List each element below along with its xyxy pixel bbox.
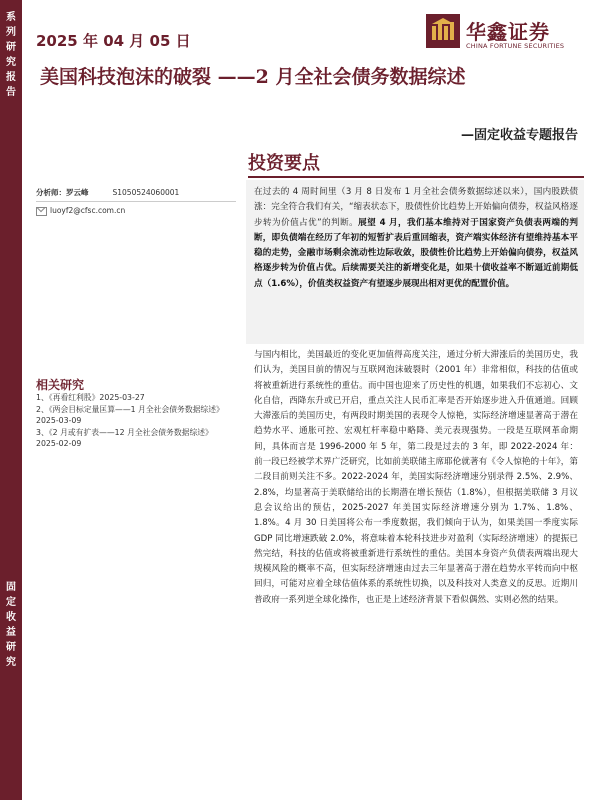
analyst-name: 罗云峰 [66,188,89,197]
related-research-heading: 相关研究 [36,378,85,392]
report-subtitle: —固定收益专题报告 [460,128,578,143]
related-item[interactable]: 3、《2 月或有扩表——12 月全社会债务数据综述》2025-02-09 [36,427,213,449]
related-item[interactable]: 2、《两会目标定量匡算——1 月全社会债务数据综述》2025-03-09 [36,404,220,426]
mail-icon [36,207,47,216]
analyst-email[interactable]: luoyf2@cfsc.com.cn [50,206,126,215]
section-heading: 投资要点 [248,153,320,174]
summary-paragraph [254,185,578,292]
summary-text: 在过去的 4 周时间里（3 月 8 日发布 1 月全社会债务数据综述以来），国内股跌债涨：完全符合我们有关，“缩表状态下，股债性价比趋势上开始偏向债券，权益风格逐步转为价值占优”的判断。 [254,187,578,228]
sidebar-category-label: 固 定 收 益 研 究 [6,582,16,668]
logo-english-name: CHINA FORTUNE SECURITIES [466,42,565,50]
sidebar-band [0,0,22,800]
company-logo [426,8,596,54]
report-title: 美国科技泡沫的破裂 ——2 月全社会债务数据综述 [40,66,466,88]
analyst-label: 分析师： [36,188,66,197]
summary-bold-text: 展望 4 月，我们基本维持对于国家资产负债表两端的判断，即负债端在经历了年初的短暂扩表后重回缩表，资产端实体经济有望维持基本平稳的走势，金融市场剩余流动性边际收敛，股债性价比趋势上开始偏向债券，权益风格逐步转为价值占优。后续需要关注的新增变化是，如果十债收益率不断逼近前期低点（1.6%），价值类权益资产有望逐步展现出相对更优的配置价值。 [254,217,579,289]
logo-mark-icon [426,14,460,48]
related-item[interactable]: 1、《再看红利股》2025-03-27 [36,393,145,402]
sidebar-series-label: 系 列 研 究 报 告 [6,12,16,98]
section-divider [248,176,584,178]
logo-chinese-name: 华鑫证券 [466,20,550,44]
body-paragraph: 与国内相比，美国最近的变化更加值得高度关注，通过分析大滞涨后的美国历史，我们认为，美国目前的情况与互联网泡沫破裂时（2001 年）非常相似，科技的估值或将被重新进行系统性的重估。而中国也迎来了历史性的机遇，如果我们不忘初心、文化自信，西降东升或已开启，重点关注人民币汇率是否开始逐步进入升值通道。回顾大滞涨后的美国历史，有两段时期美国的表现令人惊艳，实际经济增速显著高于潜在趋势水平、通胀可控、宏观杠杆率稳中略降、美元表现强势。一段是互联网革命期间，具体而言是 1996-2000 年 5 年，第二段是过去的 3 年，即 2022-2024 年：前一段已经被学术界广泛研究，比如前美联储主席耶伦就著有《令人惊艳的十年》，第二段目前则关注不多。2022-2024 年，美国实际经济增速分别录得 2.5%、2.9%、2.8%，均显著高于美联储给出的长期潜在增长预估（1.8%），但根据美联储 3 月议息会议给出的预估，2025-2027 年美国实际经济增速分别为 1.7%、1.8%、1.8%。4 月 30 日美国将公布一季度数据，我们倾向于认为，如果美国一季度实际 GDP 同比增速跌破 2.0%，将意味着本轮科技进步对盈利（实际经济增速）的提振已然完结，科技的估值或将被重新进行系统性的重估。美国本身资产负债表两端出现大规模风险的概率不高，但实际经济增速由过去三年显著高于潜在趋势水平转而向中枢回归，可能对应着全球估值体系的系统性切换，以及科技对人类意义的反思。近期川普政府一系列逆全球化操作，也正是上述经济背景下看似偶然、实则必然的结果。 [254,350,578,605]
analyst-cert-number: S1050524060001 [112,188,180,197]
related-research-list [36,392,220,450]
analyst-block [36,186,236,217]
report-date: 2025 年 04 月 05 日 [36,32,191,50]
